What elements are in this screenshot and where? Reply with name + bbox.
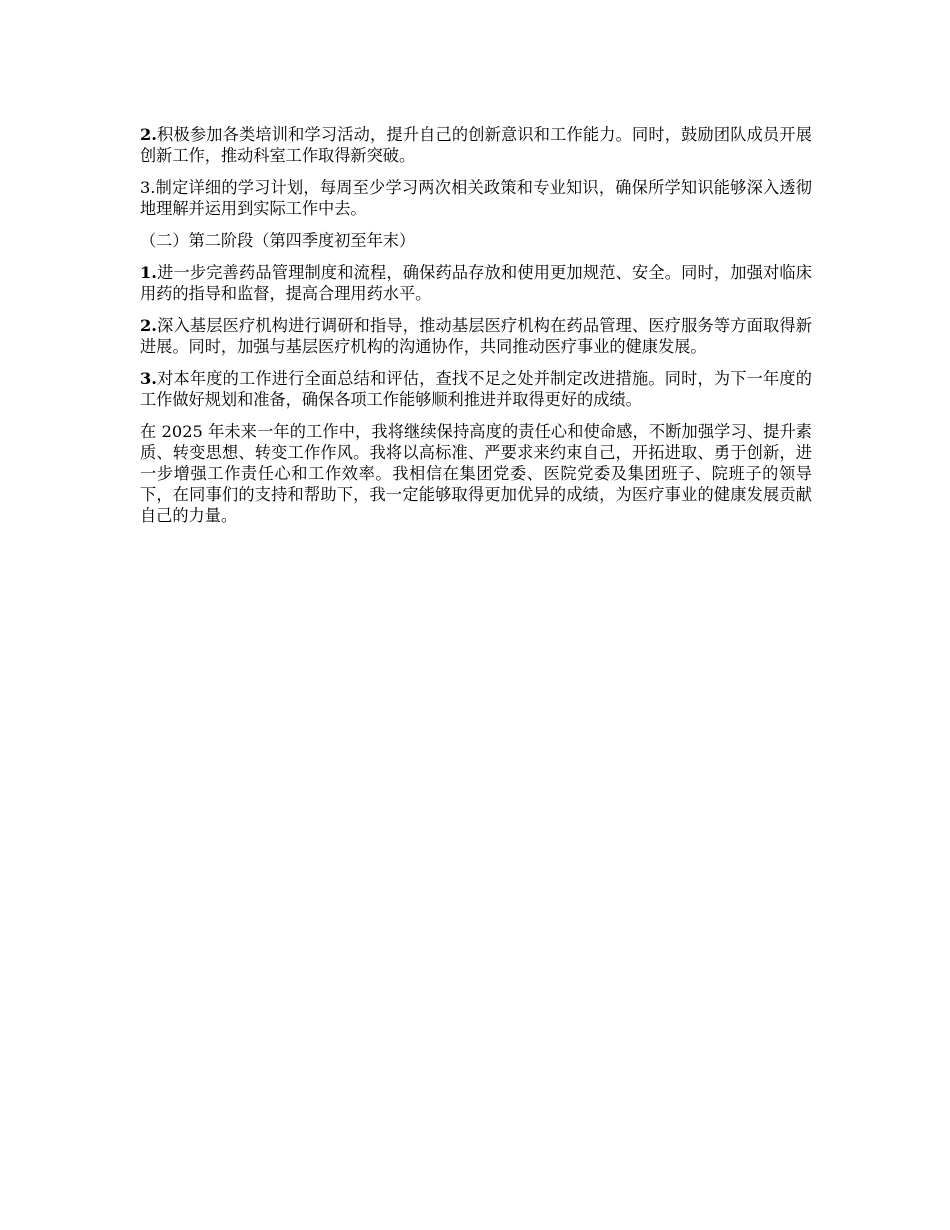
list-item [140,124,812,166]
list-item [140,315,812,357]
item-number: 3. [140,178,156,197]
item-number: 2. [140,125,157,144]
list-item [140,262,812,304]
item-number: 3. [140,369,157,388]
item-text: 制定详细的学习计划，每周至少学习两次相关政策和专业知识，确保所学知识能够深入透彻地理解并运用到实际工作中去。 [140,178,812,218]
closing-paragraph: 在 2025 年未来一年的工作中，我将继续保持高度的责任心和使命感，不断加强学习、提升素质、转变思想、转变工作作风。我将以高标准、严要求来约束自己，开拓进取、勇于创新，进一步增强工作责任心和工作效率。我相信在集团党委、医院党委及集团班子、院班子的领导下，在同事们的支持和帮助下，我一定能够取得更加优异的成绩，为医疗事业的健康发展贡献自己的力量。 [140,422,812,525]
list-item [140,368,812,410]
document-body [140,124,812,537]
item-text: 进一步完善药品管理制度和流程，确保药品存放和使用更加规范、安全。同时，加强对临床用药的指导和监督，提高合理用药水平。 [140,263,812,303]
section-heading: （二）第二阶段（第四季度初至年末） [140,231,416,250]
item-number: 2. [140,316,157,335]
list-item [140,177,812,219]
item-number: 1. [140,263,157,282]
item-text: 深入基层医疗机构进行调研和指导，推动基层医疗机构在药品管理、医疗服务等方面取得新进展。同时，加强与基层医疗机构的沟通协作，共同推动医疗事业的健康发展。 [140,316,812,356]
item-text: 对本年度的工作进行全面总结和评估，查找不足之处并制定改进措施。同时，为下一年度的工作做好规划和准备，确保各项工作能够顺利推进并取得更好的成绩。 [140,369,812,409]
item-text: 积极参加各类培训和学习活动，提升自己的创新意识和工作能力。同时，鼓励团队成员开展创新工作，推动科室工作取得新突破。 [140,125,812,165]
